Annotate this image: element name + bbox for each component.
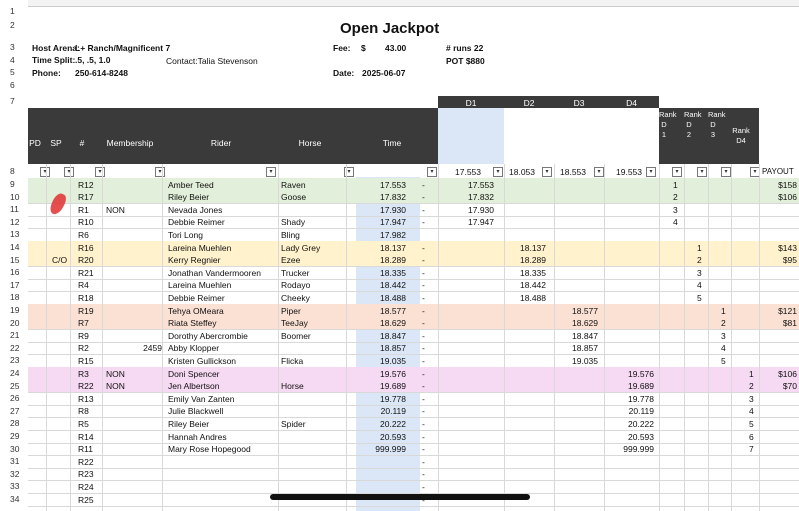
cell-r1[interactable]: 1: [673, 179, 678, 190]
cell-horse[interactable]: Boomer: [281, 330, 311, 341]
filter-button-rank-d4[interactable]: ▾: [750, 167, 760, 177]
cell-d4[interactable]: 20.222: [628, 418, 654, 429]
cell-horse[interactable]: Shady: [281, 217, 306, 228]
rider-header: Rider: [210, 138, 232, 148]
rank-d4-header: Rank D4: [732, 126, 750, 145]
cell-rider[interactable]: Riata Steffey: [168, 318, 217, 329]
cell-num[interactable]: R2: [78, 343, 89, 354]
row-number[interactable]: 28: [10, 418, 20, 429]
column-gridline: [102, 164, 103, 511]
cell-num[interactable]: R13: [78, 393, 94, 404]
cell-d3[interactable]: 18.857: [572, 343, 598, 354]
cell-payout[interactable]: $106: [778, 192, 797, 203]
cell-rider[interactable]: Mary Rose Hopegood: [168, 444, 251, 455]
pd-header: PD: [29, 138, 41, 148]
cell-payout[interactable]: $121: [778, 305, 797, 316]
row-number[interactable]: 18: [10, 292, 20, 303]
num-header: #: [79, 138, 85, 148]
cell-time[interactable]: 20.593: [380, 431, 406, 442]
cell-rider[interactable]: Nevada Jones: [168, 204, 223, 215]
cell-rider[interactable]: Riley Beier: [168, 192, 210, 203]
filter-button-d2[interactable]: ▾: [542, 167, 552, 177]
cell-num[interactable]: R22: [78, 456, 94, 467]
contact: Contact:Talia Stevenson: [166, 56, 258, 66]
column-letter-strip: [28, 0, 799, 7]
column-gridline: [438, 164, 439, 511]
cell-dash[interactable]: -: [422, 381, 425, 392]
cell-dash[interactable]: -: [422, 267, 425, 278]
cell-rider[interactable]: Jonathan Vandermooren: [168, 267, 261, 278]
cell-rider[interactable]: Debbie Reimer: [168, 217, 225, 228]
row-number[interactable]: 29: [10, 431, 20, 441]
filter-button-rider[interactable]: ▾: [266, 167, 276, 177]
cell-rider[interactable]: Riley Beier: [168, 418, 210, 429]
cell-num[interactable]: R14: [78, 431, 94, 442]
cell-num[interactable]: R11: [78, 444, 93, 455]
d4-cutoff: 19.553: [616, 167, 642, 177]
cell-num[interactable]: R21: [78, 267, 94, 278]
pot-amount: POT $880: [446, 56, 485, 66]
cell-payout[interactable]: $95: [782, 255, 797, 266]
cell-time[interactable]: 19.778: [380, 393, 406, 404]
cell-dash[interactable]: -: [422, 393, 425, 404]
cell-time[interactable]: 18.629: [380, 318, 406, 329]
cell-num[interactable]: R10: [78, 217, 94, 228]
filter-button-d1[interactable]: ▾: [493, 167, 503, 177]
cell-d4[interactable]: 20.119: [628, 406, 654, 417]
rank-d3-header: Rank D 3: [708, 110, 726, 139]
column-gridline: [684, 164, 685, 511]
d1-header: D1: [465, 98, 477, 108]
row-number[interactable]: 5: [10, 67, 15, 77]
cell-r2[interactable]: 1: [697, 242, 702, 253]
date-value: 2025-06-07: [362, 68, 406, 78]
d2-header: D2: [523, 98, 535, 108]
cell-payout[interactable]: $70: [782, 381, 797, 392]
column-gridline: [659, 164, 660, 511]
cell-dash[interactable]: -: [422, 204, 425, 215]
cell-horse[interactable]: Lady Grey: [281, 242, 321, 253]
column-gridline: [759, 164, 760, 511]
cell-rider[interactable]: Abby Klopper: [168, 343, 220, 354]
cell-d1[interactable]: 17.553: [468, 179, 494, 190]
column-gridline: [604, 164, 605, 511]
cell-dash[interactable]: -: [422, 179, 425, 190]
time-split-value: .5, .5, 1.0: [75, 55, 111, 65]
filter-button-rank-d1[interactable]: ▾: [672, 167, 682, 177]
cell-d3[interactable]: 18.847: [572, 330, 598, 341]
cell-payout[interactable]: $143: [778, 242, 797, 253]
cell-rider[interactable]: Doni Spencer: [168, 368, 220, 379]
phone-value: 250-614-8248: [75, 68, 128, 78]
cell-r3[interactable]: 5: [721, 355, 726, 366]
cell-num[interactable]: R19: [78, 305, 94, 316]
cell-horse[interactable]: Rodayo: [281, 280, 311, 291]
row-number[interactable]: 23: [10, 355, 20, 366]
date-label: Date:: [333, 68, 355, 78]
cell-num[interactable]: R1: [78, 204, 89, 215]
cell-num[interactable]: R9: [78, 330, 89, 341]
cell-dash[interactable]: -: [422, 469, 425, 480]
rank-d2-header: Rank D 2: [684, 110, 702, 139]
cell-time[interactable]: 19.576: [380, 368, 406, 379]
cell-r4[interactable]: 7: [749, 444, 754, 455]
cell-r4[interactable]: 3: [749, 393, 754, 404]
cell-time[interactable]: 17.553: [380, 179, 406, 190]
cell-r2[interactable]: 3: [697, 267, 702, 278]
d1-header-fill: [438, 108, 504, 164]
cell-r4[interactable]: 5: [749, 418, 754, 429]
cell-num[interactable]: R20: [78, 255, 94, 266]
cell-r4[interactable]: 6: [749, 431, 754, 442]
cell-mem[interactable]: NON: [106, 381, 125, 392]
cell-dash[interactable]: -: [422, 343, 425, 354]
cell-r4[interactable]: 1: [749, 368, 754, 379]
cell-rider[interactable]: Debbie Reimer: [168, 292, 225, 303]
cell-rider[interactable]: Tehya OMeara: [168, 305, 224, 316]
cell-d2[interactable]: 18.289: [520, 255, 546, 266]
row-number[interactable]: 34: [10, 494, 20, 504]
row-number[interactable]: 11: [10, 204, 19, 215]
page-title: Open Jackpot: [340, 20, 440, 37]
cell-time[interactable]: 19.689: [380, 381, 406, 392]
d1-cutoff: 17.553: [455, 167, 481, 177]
cell-rider[interactable]: Julie Blackwell: [168, 406, 224, 417]
cell-num[interactable]: R12: [78, 179, 94, 190]
row-number[interactable]: 30: [10, 443, 20, 454]
column-gridline: [731, 164, 732, 511]
cell-d1[interactable]: 17.832: [468, 192, 494, 203]
filter-button-membership[interactable]: ▾: [155, 167, 165, 177]
cell-rider[interactable]: Dorothy Abercrombie: [168, 330, 248, 341]
column-gridline: [554, 164, 555, 511]
cell-num[interactable]: R17: [78, 192, 94, 203]
cell-num[interactable]: R8: [78, 406, 89, 417]
row-number[interactable]: 20: [10, 317, 20, 328]
cell-dash[interactable]: -: [422, 431, 425, 442]
cell-d4[interactable]: 19.778: [628, 393, 654, 404]
row-number[interactable]: 26: [10, 393, 20, 404]
row-number[interactable]: 31: [10, 456, 20, 467]
filter-button-num[interactable]: ▾: [95, 167, 105, 177]
time-header: Time: [382, 138, 402, 148]
cell-d2[interactable]: 18.137: [520, 242, 546, 253]
cell-r3[interactable]: 2: [721, 318, 726, 329]
cell-time[interactable]: 18.335: [380, 267, 406, 278]
row-number[interactable]: 17: [10, 279, 20, 290]
cell-r4[interactable]: 2: [749, 381, 754, 392]
cell-payout[interactable]: $158: [778, 179, 797, 190]
row-number[interactable]: 16: [10, 267, 20, 278]
cell-dash[interactable]: -: [422, 217, 425, 228]
cell-dash[interactable]: -: [422, 368, 425, 379]
cell-dash[interactable]: -: [422, 255, 425, 266]
column-gridline: [46, 164, 47, 511]
column-gridline: [70, 164, 71, 511]
cell-num[interactable]: R25: [78, 494, 94, 505]
cell-d2[interactable]: 18.335: [520, 267, 546, 278]
cell-r2[interactable]: 5: [697, 292, 702, 303]
host-value: L+ Ranch/Magnificent 7: [75, 43, 171, 53]
cell-dash[interactable]: -: [422, 292, 425, 303]
cell-rider[interactable]: Jen Albertson: [168, 381, 220, 392]
row-number[interactable]: 15: [10, 254, 20, 265]
row-number[interactable]: 6: [10, 80, 15, 90]
row-number[interactable]: 32: [10, 468, 20, 479]
d4-header: D4: [626, 98, 637, 108]
cell-num[interactable]: R5: [78, 418, 89, 429]
cell-d4[interactable]: 999.999: [623, 444, 654, 455]
row-number[interactable]: 19: [10, 305, 20, 315]
sp-header: SP: [50, 138, 62, 148]
cell-rider[interactable]: Emily Van Zanten: [168, 393, 235, 404]
row-number[interactable]: 13: [10, 229, 20, 240]
cell-horse[interactable]: Trucker: [281, 267, 310, 278]
cell-dash[interactable]: -: [422, 192, 425, 203]
cell-time[interactable]: 20.119: [380, 406, 406, 417]
cell-rider[interactable]: Tori Long: [168, 229, 203, 240]
column-gridline: [708, 164, 709, 511]
cell-horse[interactable]: Goose: [281, 192, 307, 203]
cell-rider[interactable]: Lareina Muehlen: [168, 280, 232, 291]
cell-time[interactable]: 17.832: [380, 192, 406, 203]
cell-time[interactable]: 17.947: [380, 217, 406, 228]
rank-d1-header: Rank D 1: [659, 110, 677, 139]
cell-r1[interactable]: 2: [673, 192, 678, 203]
column-gridline: [346, 164, 347, 511]
d3-header: D3: [573, 98, 585, 108]
cell-time[interactable]: 18.577: [380, 305, 406, 316]
column-gridline: [278, 164, 279, 511]
cell-horse[interactable]: Horse: [281, 381, 304, 392]
row-number[interactable]: 2: [10, 20, 15, 30]
cell-rider[interactable]: Hannah Andres: [168, 431, 227, 442]
cell-r2[interactable]: 2: [697, 255, 702, 266]
row-number[interactable]: 10: [10, 191, 20, 202]
row-number[interactable]: 8: [10, 166, 15, 176]
filter-button-rank-d3[interactable]: ▾: [721, 167, 731, 177]
filter-button-time[interactable]: ▾: [427, 167, 437, 177]
cell-rider[interactable]: Amber Teed: [168, 179, 214, 190]
row-number[interactable]: 12: [10, 216, 20, 227]
cell-sp[interactable]: C/O: [52, 255, 68, 266]
cell-num[interactable]: R7: [78, 318, 89, 329]
cell-dash[interactable]: -: [422, 280, 425, 291]
cell-r4[interactable]: 4: [749, 406, 754, 417]
filter-button-pd[interactable]: ▾: [40, 167, 50, 177]
time-split-label: Time Split:: [32, 55, 76, 65]
fee-currency: $: [361, 43, 366, 53]
cell-horse[interactable]: Spider: [281, 418, 306, 429]
runs-count: # runs 22: [446, 43, 484, 53]
cell-horse[interactable]: Raven: [281, 179, 306, 190]
cell-num[interactable]: R4: [78, 280, 89, 291]
filter-button-d3[interactable]: ▾: [594, 167, 604, 177]
cell-time[interactable]: 18.442: [380, 280, 406, 291]
cell-num[interactable]: R24: [78, 481, 94, 492]
cell-rider[interactable]: Kerry Regnier: [168, 255, 221, 266]
cell-time[interactable]: 17.982: [380, 229, 406, 240]
cell-time[interactable]: 18.289: [380, 255, 406, 266]
payout-header: PAYOUT: [762, 167, 794, 176]
cell-rider[interactable]: Kristen Gullickson: [168, 355, 237, 366]
cell-time[interactable]: 19.035: [380, 355, 406, 366]
row-number[interactable]: 33: [10, 481, 20, 492]
cell-d4[interactable]: 19.689: [628, 381, 654, 392]
cell-r1[interactable]: 4: [673, 217, 678, 228]
cell-payout[interactable]: $81: [782, 318, 797, 329]
row-number[interactable]: 21: [10, 330, 20, 341]
cell-dash[interactable]: -: [422, 305, 425, 316]
cell-d1[interactable]: 17.947: [468, 217, 494, 228]
filter-button-rank-d2[interactable]: ▾: [697, 167, 707, 177]
cell-extra[interactable]: 2459: [143, 343, 162, 354]
cell-num[interactable]: R15: [78, 355, 94, 366]
cell-d2[interactable]: 18.488: [520, 292, 546, 303]
cell-d2[interactable]: 18.442: [520, 280, 546, 291]
cell-dash[interactable]: -: [422, 355, 425, 366]
filter-button-d4[interactable]: ▾: [646, 167, 656, 177]
row-number[interactable]: 4: [10, 55, 15, 65]
filter-button-horse[interactable]: ▾: [344, 167, 354, 177]
filter-button-sp[interactable]: ▾: [64, 167, 74, 177]
cell-horse[interactable]: TeeJay: [281, 318, 308, 329]
cell-num[interactable]: R16: [78, 242, 94, 253]
row-number[interactable]: 22: [10, 342, 20, 353]
horizontal-scrollbar[interactable]: [270, 494, 530, 500]
cell-dash[interactable]: -: [422, 456, 425, 467]
cell-dash[interactable]: -: [422, 318, 425, 329]
cell-time[interactable]: 999.999: [375, 444, 406, 455]
cell-d3[interactable]: 18.629: [572, 318, 598, 329]
row-number[interactable]: 25: [10, 380, 20, 391]
d2-d4-header-fill: [504, 108, 659, 164]
membership-header: Membership: [106, 138, 154, 148]
cell-horse[interactable]: Flicka: [281, 355, 304, 366]
cell-mem[interactable]: NON: [106, 368, 125, 379]
cell-r3[interactable]: 4: [721, 343, 726, 354]
row-number[interactable]: 7: [10, 96, 15, 106]
row-number[interactable]: 9: [10, 179, 15, 189]
cell-num[interactable]: R18: [78, 292, 94, 303]
cell-num[interactable]: R3: [78, 368, 89, 379]
cell-dash[interactable]: -: [422, 242, 425, 253]
cell-horse[interactable]: Ezee: [281, 255, 301, 266]
cell-r2[interactable]: 4: [697, 280, 702, 291]
fee-label: Fee:: [333, 43, 351, 53]
cell-time[interactable]: 18.857: [380, 343, 406, 354]
cell-time[interactable]: 18.488: [380, 292, 406, 303]
host-label: Host Arena:: [32, 43, 80, 53]
cell-d4[interactable]: 19.576: [628, 368, 654, 379]
row-number[interactable]: 24: [10, 368, 20, 378]
fee-value: 43.00: [385, 43, 407, 53]
column-gridline: [162, 164, 163, 511]
cell-dash[interactable]: -: [422, 444, 425, 455]
cell-num[interactable]: R23: [78, 469, 94, 480]
d2-cutoff: 18.053: [509, 167, 535, 177]
cell-num[interactable]: R22: [78, 381, 94, 392]
cell-dash[interactable]: -: [422, 418, 425, 429]
cell-d3[interactable]: 18.577: [572, 305, 598, 316]
row-number[interactable]: 1: [10, 6, 15, 16]
cell-mem[interactable]: NON: [106, 204, 125, 215]
cell-horse[interactable]: Piper: [281, 305, 301, 316]
cell-time[interactable]: 17.930: [380, 204, 406, 215]
cell-rider[interactable]: Lareina Muehlen: [168, 242, 232, 253]
cell-num[interactable]: R6: [78, 229, 89, 240]
cell-dash[interactable]: -: [422, 330, 425, 341]
cell-d4[interactable]: 20.593: [628, 431, 654, 442]
row-number[interactable]: 27: [10, 405, 20, 416]
cell-horse[interactable]: Cheeky: [281, 292, 310, 303]
cell-payout[interactable]: $106: [778, 368, 797, 379]
d3-cutoff: 18.553: [560, 167, 586, 177]
cell-r3[interactable]: 1: [721, 305, 726, 316]
cell-time[interactable]: 20.222: [380, 418, 406, 429]
column-gridline: [504, 164, 505, 511]
cell-r3[interactable]: 3: [721, 330, 726, 341]
cell-dash[interactable]: -: [422, 481, 425, 492]
cell-d1[interactable]: 17.930: [468, 204, 494, 215]
cell-d3[interactable]: 19.035: [572, 355, 598, 366]
cell-time[interactable]: 18.137: [380, 242, 406, 253]
row-number[interactable]: 3: [10, 42, 15, 52]
cell-time[interactable]: 18.847: [380, 330, 406, 341]
cell-dash[interactable]: -: [422, 406, 425, 417]
row-number[interactable]: 14: [10, 242, 20, 252]
header-dark-block: [28, 108, 438, 164]
cell-r1[interactable]: 3: [673, 204, 678, 215]
phone-label: Phone:: [32, 68, 61, 78]
cell-horse[interactable]: Bling: [281, 229, 300, 240]
horse-header: Horse: [298, 138, 322, 148]
